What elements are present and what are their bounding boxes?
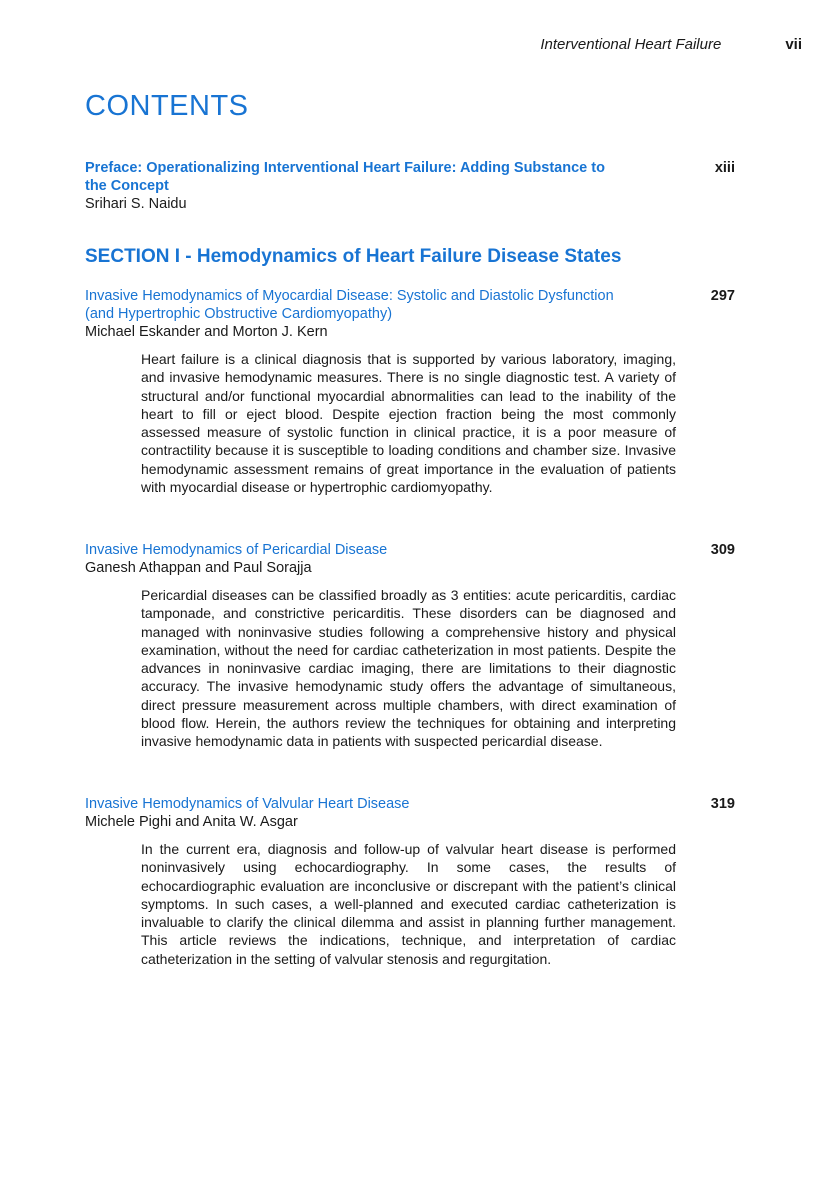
section-heading: SECTION I - Hemodynamics of Heart Failure Disease States — [85, 246, 622, 267]
article-abstract: In the current era, diagnosis and follow-up of valvular heart disease is performed noninvasively using echocardiography. In some cases, the results of echocardiographic evaluation are inconclusive or discrepant with the patient’s clinical symptoms. In such cases, a well-planned and executed cardiac catheterization is invaluable to clarify the clinical dilemma and assist in planning further management. This article reviews the indications, technique, and interpretation of cardiac catheterization in the setting of valvular stenosis and regurgitation. — [141, 841, 676, 967]
article-authors: Michele Pighi and Anita W. Asgar — [85, 814, 298, 830]
article-page-number: 319 — [710, 796, 735, 812]
article-page-number: 309 — [710, 542, 735, 558]
preface-authors: Srihari S. Naidu — [85, 196, 187, 212]
page-number: vii — [785, 36, 802, 53]
contents-heading: CONTENTS — [85, 90, 249, 122]
article-title-link[interactable]: Invasive Hemodynamics of Valvular Heart Disease — [85, 796, 410, 812]
preface-entry — [85, 159, 735, 213]
article-abstract: Heart failure is a clinical diagnosis that is supported by various laboratory, imaging, and invasive hemodynamic measures. There is no single diagnostic test. A variety of structural and/or functional myocardial abnormalities can lead to the inability of the heart to fill or eject blood. Despite ejection fraction being the most commonly assessed measure of systolic function in clinical practice, it is a poor measure of contractility because it is susceptible to loading conditions and chamber size. Invasive hemodynamic assessment remains of great importance in the evaluation of patients with myocardial disease or hypertrophic cardiomyopathy. — [141, 351, 676, 496]
article-abstract: Pericardial diseases can be classified broadly as 3 entities: acute pericarditis, cardiac tamponade, and constrictive pericarditis. These disorders can be diagnosed and managed with noninvasive studies following a comprehensive history and physical examination, without the need for cardiac catheterization in most patients. Despite the advances in noninvasive cardiac imaging, there are limitations to their diagnostic accuracy. The invasive hemodynamic study offers the advantage of simultaneous, direct pressure measurement across multiple chambers, with direct examination of blood flow. Herein, the authors review the techniques for obtaining and interpreting invasive hemodynamic data in patients with suspected pericardial disease. — [141, 587, 676, 750]
preface-page-number: xiii — [714, 160, 735, 176]
running-header — [540, 36, 802, 53]
article-entry-pericardial — [85, 541, 735, 577]
article-authors: Ganesh Athappan and Paul Sorajja — [85, 560, 312, 576]
article-authors: Michael Eskander and Morton J. Kern — [85, 324, 328, 340]
article-title-link[interactable]: Invasive Hemodynamics of Pericardial Disease — [85, 542, 388, 558]
article-entry-valvular — [85, 795, 735, 831]
article-title-link[interactable]: Invasive Hemodynamics of Myocardial Disease: Systolic and Diastolic Dysfunction (and Hypertrophic Obstructive Cardiomyopathy) — [85, 288, 614, 322]
preface-title-link[interactable]: Preface: Operationalizing Interventional Heart Failure: Adding Substance to the Concept — [85, 160, 605, 194]
running-title: Interventional Heart Failure — [540, 36, 722, 53]
article-page-number: 297 — [710, 288, 735, 304]
article-entry-myocardial — [85, 287, 735, 341]
